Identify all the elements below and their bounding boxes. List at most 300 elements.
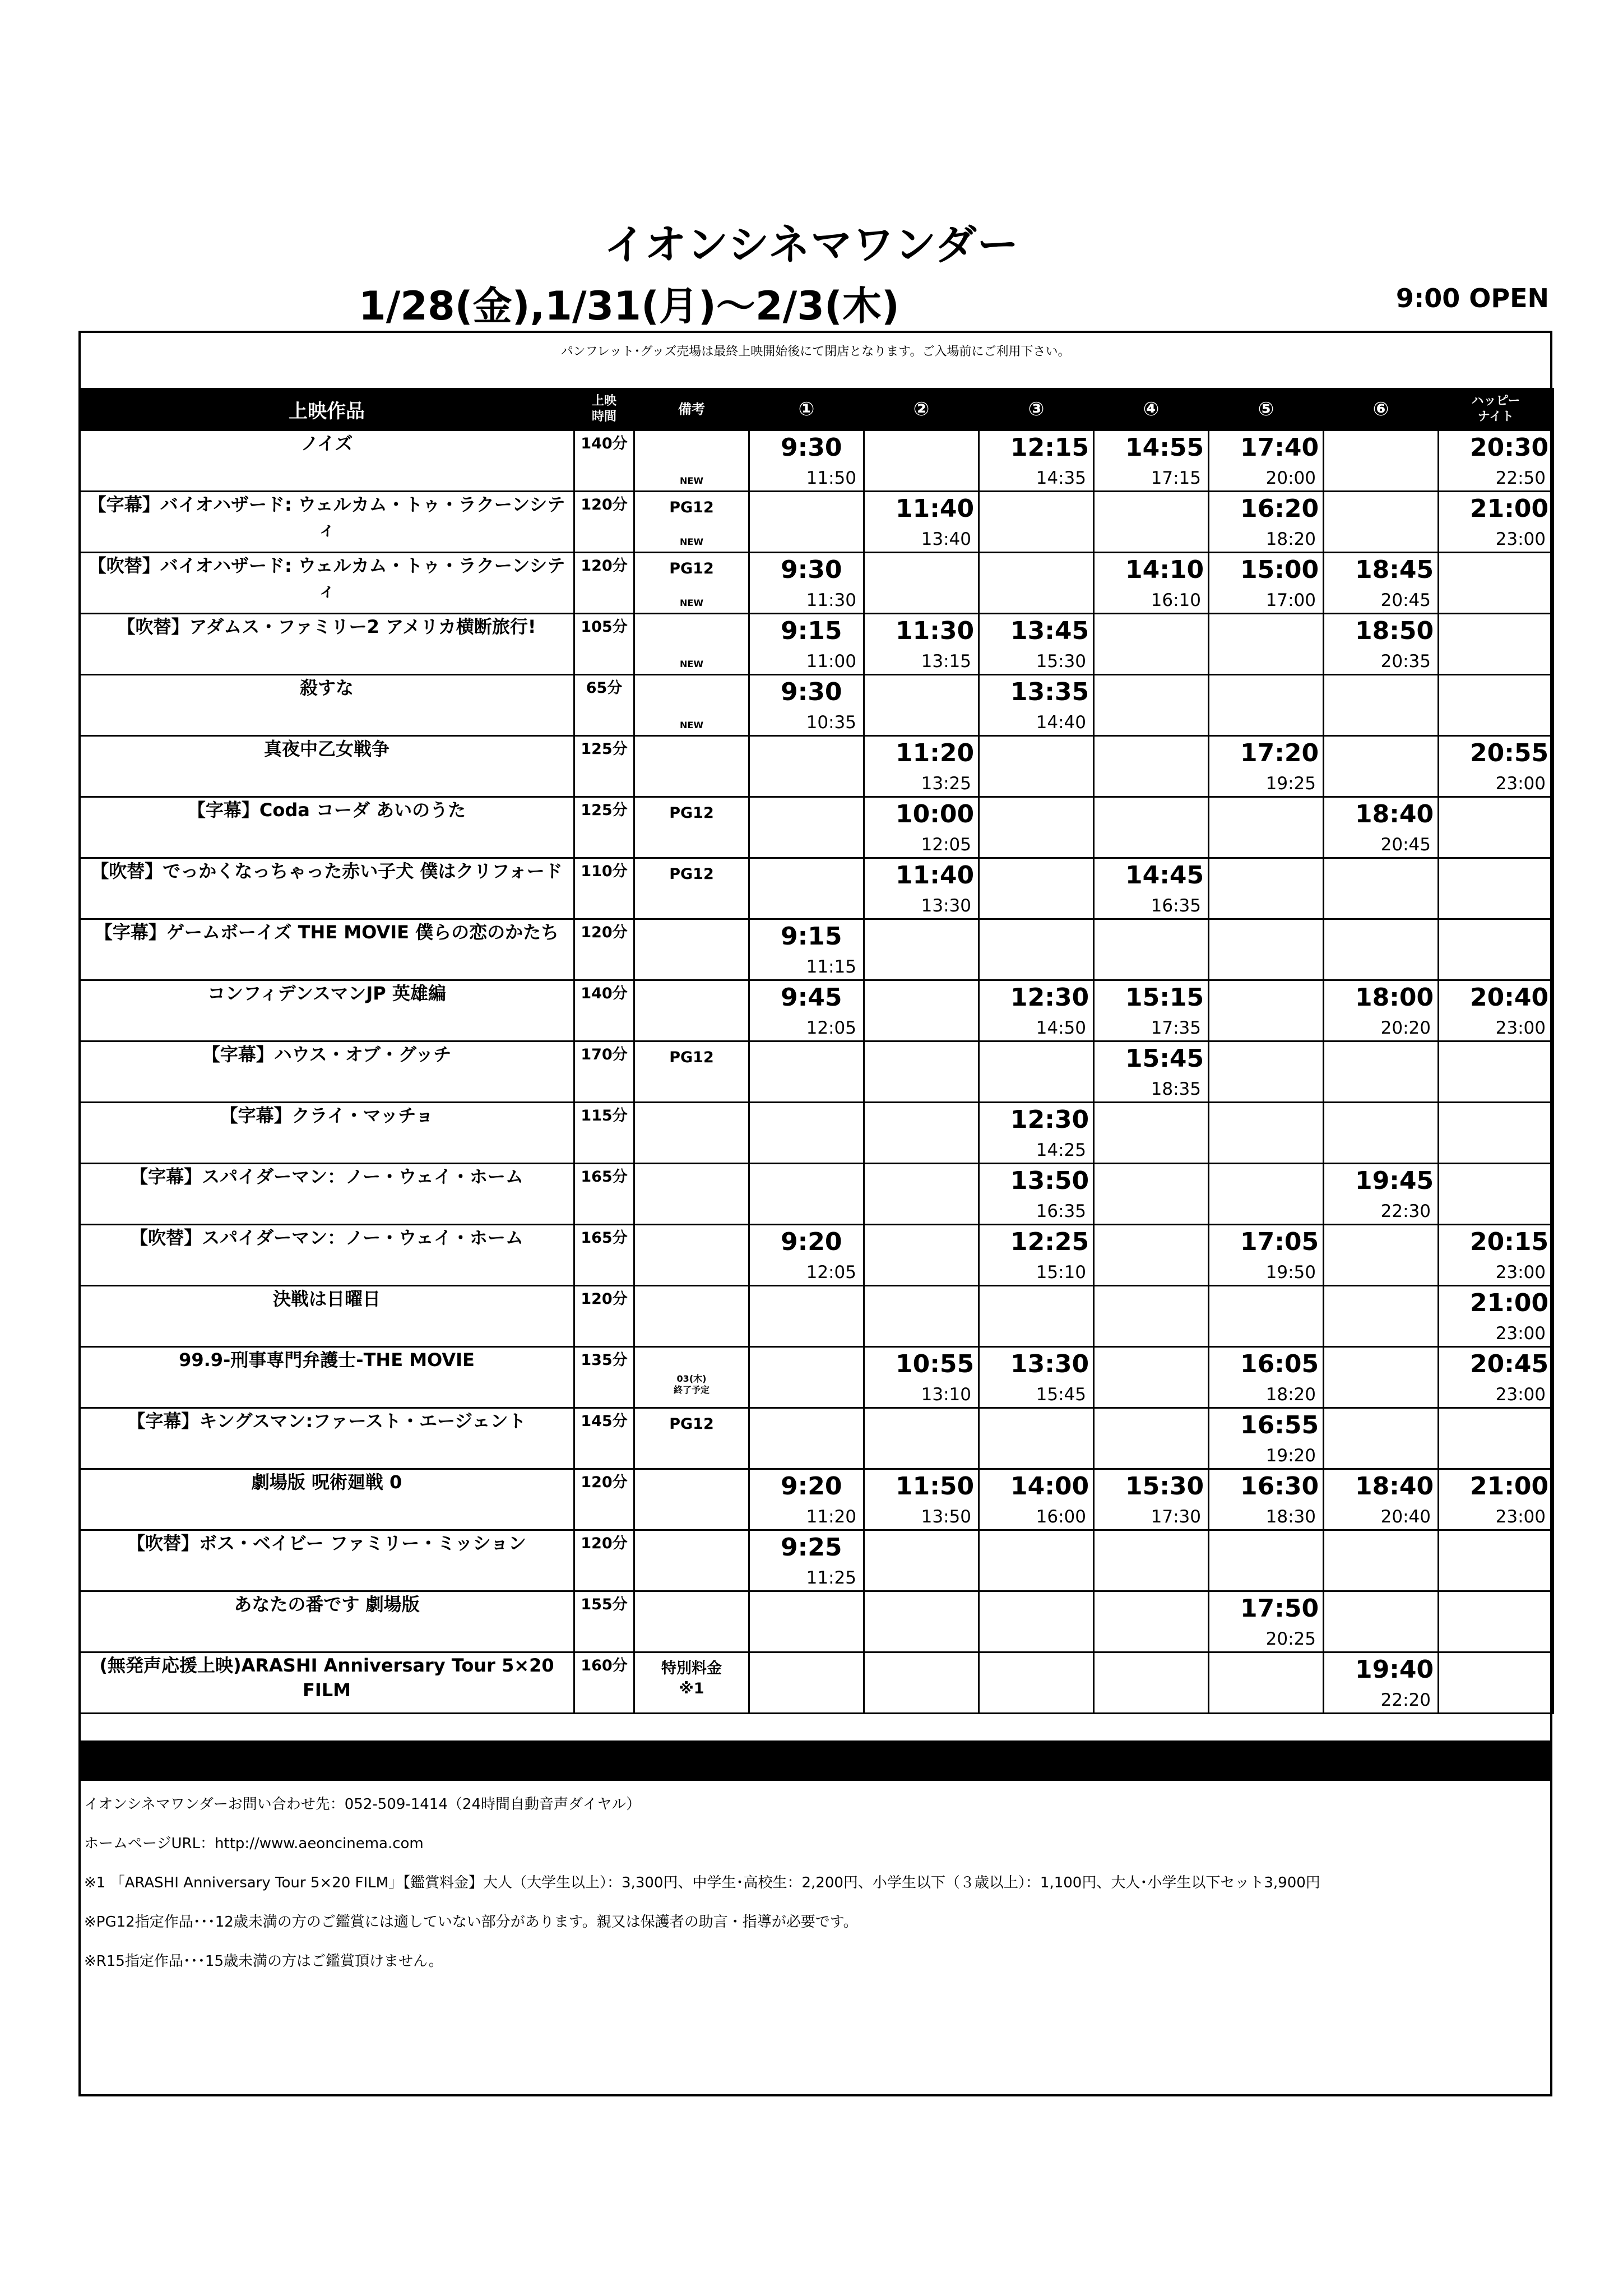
empty-slot [1439, 553, 1554, 614]
note-cell [634, 1469, 749, 1530]
empty-slot [1094, 1347, 1209, 1408]
empty-slot [979, 736, 1094, 797]
empty-slot [1439, 1041, 1554, 1103]
empty-slot [979, 797, 1094, 858]
empty-slot [864, 1041, 979, 1103]
start-time: 13:45 [1010, 617, 1089, 645]
rating-badge: PG12 [669, 1415, 714, 1433]
empty-slot [1094, 1225, 1209, 1286]
table-row [80, 1591, 1554, 1652]
end-time: 11:20 [806, 1507, 856, 1527]
end-time: 18:20 [1265, 1385, 1316, 1405]
running-time: 125分 [574, 797, 634, 858]
empty-slot [1324, 1225, 1439, 1286]
table-row [80, 980, 1554, 1041]
showtime-cell[interactable] [1094, 430, 1209, 492]
end-time: 16:10 [1151, 590, 1201, 610]
showtime-cell[interactable] [1439, 736, 1554, 797]
empty-slot [1209, 1164, 1324, 1225]
start-time: 21:00 [1470, 494, 1549, 523]
table-body [80, 430, 1554, 1714]
showtime-cell[interactable] [749, 553, 864, 614]
end-time: 16:35 [1151, 896, 1201, 916]
showtime-cell[interactable] [979, 614, 1094, 675]
end-date-note: 03(木) 終了予定 [673, 1373, 710, 1395]
running-time: 160分 [574, 1652, 634, 1714]
showtime-cell[interactable] [1094, 553, 1209, 614]
empty-slot [749, 1652, 864, 1714]
showtime-cell[interactable] [979, 1103, 1094, 1164]
note-cell [634, 1286, 749, 1347]
note-cell [634, 1225, 749, 1286]
showtime-cell[interactable] [1439, 1225, 1554, 1286]
start-time: 14:55 [1125, 433, 1204, 462]
start-time: 18:40 [1355, 1472, 1434, 1501]
table-row [80, 1469, 1554, 1530]
note-cell [634, 1591, 749, 1652]
end-time: 11:15 [806, 957, 856, 977]
note-cell [634, 1103, 749, 1164]
start-time: 10:00 [896, 800, 975, 828]
header-length: 上映 時間 [574, 388, 634, 430]
showtime-cell[interactable] [1209, 1408, 1324, 1469]
showtime-cell[interactable] [1324, 797, 1439, 858]
running-time: 120分 [574, 553, 634, 614]
empty-slot [1439, 919, 1554, 980]
empty-slot [1209, 858, 1324, 919]
end-time: 11:50 [806, 468, 856, 488]
showtime-cell[interactable] [1324, 1469, 1439, 1530]
showtime-cell[interactable] [864, 797, 979, 858]
end-time: 19:25 [1265, 774, 1316, 794]
empty-slot [979, 492, 1094, 553]
empty-slot [1094, 675, 1209, 736]
start-time: 11:40 [896, 494, 975, 523]
empty-slot [1324, 1591, 1439, 1652]
empty-slot [1094, 1652, 1209, 1714]
empty-slot [1439, 614, 1554, 675]
showtime-cell[interactable] [1324, 980, 1439, 1041]
end-time: 17:35 [1151, 1018, 1201, 1038]
start-time: 11:40 [896, 861, 975, 890]
running-time: 140分 [574, 430, 634, 492]
empty-slot [1094, 1408, 1209, 1469]
empty-slot [864, 1103, 979, 1164]
header-slot-2: ② [864, 388, 979, 430]
pg12-note: ※PG12指定作品･･･12歳未満の方のご鑑賞には適していない部分があります。親又は保護者の助言・指導が必要です。 [84, 1914, 858, 1931]
empty-slot [1324, 492, 1439, 553]
empty-slot [749, 1041, 864, 1103]
empty-slot [1324, 1530, 1439, 1591]
end-time: 14:25 [1036, 1140, 1086, 1160]
empty-slot [1209, 1530, 1324, 1591]
start-time: 9:30 [781, 678, 842, 706]
running-time: 165分 [574, 1164, 634, 1225]
movie-title: 【字幕】ハウス・オブ・グッチ [80, 1041, 574, 1103]
start-time: 15:45 [1125, 1044, 1204, 1073]
showtime-cell[interactable] [979, 1225, 1094, 1286]
empty-slot [864, 553, 979, 614]
end-time: 18:30 [1265, 1507, 1316, 1527]
end-time: 23:00 [1495, 774, 1546, 794]
movie-title: (無発声応援上映)ARASHI Anniversary Tour 5×20 FILM [80, 1652, 574, 1714]
empty-slot [1439, 797, 1554, 858]
end-time: 22:20 [1380, 1690, 1431, 1710]
empty-slot [1209, 1103, 1324, 1164]
showtime-cell[interactable] [1439, 980, 1554, 1041]
showtime-cell[interactable] [1439, 1347, 1554, 1408]
empty-slot [1324, 675, 1439, 736]
empty-slot [749, 797, 864, 858]
r15-note: ※R15指定作品･･･15歳未満の方はご鑑賞頂けません。 [84, 1953, 443, 1970]
table-row [80, 675, 1554, 736]
empty-slot [1439, 1408, 1554, 1469]
schedule-dates: 1/28(金),1/31(月)～2/3(木) [359, 283, 899, 329]
header-slot-5: ⑤ [1209, 388, 1324, 430]
empty-slot [1209, 614, 1324, 675]
empty-slot [1324, 1041, 1439, 1103]
end-time: 14:35 [1036, 468, 1086, 488]
showtime-cell[interactable] [864, 1347, 979, 1408]
showtime-cell[interactable] [1094, 858, 1209, 919]
movie-title: コンフィデンスマンJP 英雄編 [80, 980, 574, 1041]
empty-slot [1209, 675, 1324, 736]
running-time: 170分 [574, 1041, 634, 1103]
start-time: 9:15 [781, 617, 842, 645]
header-slot-4: ④ [1094, 388, 1209, 430]
empty-slot [1439, 675, 1554, 736]
movie-title: 決戦は日曜日 [80, 1286, 574, 1347]
empty-slot [1324, 1286, 1439, 1347]
end-time: 20:25 [1265, 1629, 1316, 1649]
showtime-cell[interactable] [1439, 430, 1554, 492]
showtime-cell[interactable] [979, 675, 1094, 736]
start-time: 11:30 [896, 617, 975, 645]
start-time: 16:05 [1240, 1350, 1319, 1378]
note-cell [634, 614, 749, 675]
showtime-cell[interactable] [1094, 980, 1209, 1041]
showtime-cell[interactable] [1094, 1469, 1209, 1530]
running-time: 115分 [574, 1103, 634, 1164]
open-time: 9:00 OPEN [1395, 283, 1549, 313]
showtime-cell[interactable] [864, 614, 979, 675]
empty-slot [864, 1591, 979, 1652]
showtime-cell[interactable] [749, 1225, 864, 1286]
empty-slot [979, 553, 1094, 614]
start-time: 13:50 [1010, 1166, 1089, 1195]
table-row [80, 1041, 1554, 1103]
start-time: 15:30 [1125, 1472, 1204, 1501]
showtime-cell[interactable] [864, 492, 979, 553]
showtime-cell[interactable] [1209, 736, 1324, 797]
end-time: 12:05 [921, 835, 971, 855]
start-time: 16:55 [1240, 1411, 1319, 1439]
table-row [80, 614, 1554, 675]
empty-slot [1094, 1591, 1209, 1652]
movie-title: 【吹替】ボス・ベイビー ファミリー・ミッション [80, 1530, 574, 1591]
empty-slot [1094, 1530, 1209, 1591]
movie-title: 【吹替】スパイダーマン：ノー・ウェイ・ホーム [80, 1225, 574, 1286]
rating-badge: PG12 [669, 560, 714, 577]
end-time: 23:00 [1495, 1385, 1546, 1405]
start-time: 15:15 [1125, 983, 1204, 1012]
header-happy-night: ハッピー ナイト [1439, 388, 1554, 430]
end-time: 22:50 [1495, 468, 1546, 488]
empty-slot [1324, 919, 1439, 980]
empty-slot [1094, 1103, 1209, 1164]
empty-slot [864, 1225, 979, 1286]
end-time: 13:25 [921, 774, 971, 794]
end-time: 11:25 [806, 1568, 856, 1588]
start-time: 21:00 [1470, 1472, 1549, 1501]
empty-slot [979, 1041, 1094, 1103]
showtime-table [78, 388, 1554, 1714]
empty-slot [749, 736, 864, 797]
showtime-cell[interactable] [1324, 553, 1439, 614]
start-time: 20:45 [1470, 1350, 1549, 1378]
end-time: 23:00 [1495, 529, 1546, 549]
empty-slot [864, 980, 979, 1041]
table-row [80, 858, 1554, 919]
empty-slot [749, 1408, 864, 1469]
showtime-cell[interactable] [749, 919, 864, 980]
running-time: 110分 [574, 858, 634, 919]
end-time: 22:30 [1380, 1201, 1431, 1221]
empty-slot [864, 1286, 979, 1347]
footer-divider-bar [78, 1740, 1552, 1781]
empty-slot [979, 1408, 1094, 1469]
movie-title: 99.9-刑事専門弁護士-THE MOVIE [80, 1347, 574, 1408]
empty-slot [864, 430, 979, 492]
rating-badge: PG12 [669, 499, 714, 516]
showtime-cell[interactable] [1439, 492, 1554, 553]
start-time: 12:15 [1010, 433, 1089, 462]
end-time: 18:35 [1151, 1079, 1201, 1099]
empty-slot [1439, 1530, 1554, 1591]
showtime-cell[interactable] [749, 980, 864, 1041]
showtime-cell[interactable] [1094, 1041, 1209, 1103]
empty-slot [1094, 1286, 1209, 1347]
note-cell [634, 1652, 749, 1714]
end-time: 17:30 [1151, 1507, 1201, 1527]
empty-slot [979, 1530, 1094, 1591]
showtime-cell[interactable] [864, 1469, 979, 1530]
running-time: 65分 [574, 675, 634, 736]
start-time: 18:45 [1355, 556, 1434, 584]
start-time: 15:00 [1240, 556, 1319, 584]
showtime-cell[interactable] [864, 858, 979, 919]
empty-slot [1439, 858, 1554, 919]
note-cell [634, 430, 749, 492]
start-time: 17:40 [1240, 433, 1319, 462]
table-row [80, 797, 1554, 858]
empty-slot [1209, 919, 1324, 980]
empty-slot [749, 858, 864, 919]
empty-slot [749, 492, 864, 553]
note-cell [634, 553, 749, 614]
table-header-row [80, 388, 1554, 430]
end-time: 13:30 [921, 896, 971, 916]
empty-slot [749, 1103, 864, 1164]
new-badge: NEW [680, 720, 703, 730]
empty-slot [1439, 1103, 1554, 1164]
empty-slot [864, 919, 979, 980]
running-time: 140分 [574, 980, 634, 1041]
showtime-cell[interactable] [979, 430, 1094, 492]
empty-slot [1324, 1408, 1439, 1469]
running-time: 120分 [574, 492, 634, 553]
movie-title: 【字幕】ゲームボーイズ THE MOVIE 僕らの恋のかたち [80, 919, 574, 980]
empty-slot [1094, 797, 1209, 858]
start-time: 12:30 [1010, 983, 1089, 1012]
note-cell [634, 797, 749, 858]
note-cell [634, 1530, 749, 1591]
end-time: 23:00 [1495, 1323, 1546, 1344]
empty-slot [979, 858, 1094, 919]
table-row [80, 1652, 1554, 1714]
start-time: 9:30 [781, 433, 842, 462]
empty-slot [1094, 736, 1209, 797]
end-time: 20:40 [1380, 1507, 1431, 1527]
start-time: 14:45 [1125, 861, 1204, 890]
showtime-cell[interactable] [1209, 1469, 1324, 1530]
note-cell [634, 1408, 749, 1469]
movie-title: あなたの番です 劇場版 [80, 1591, 574, 1652]
movie-title: 【吹替】バイオハザード: ウェルカム・トゥ・ラクーンシティ [80, 553, 574, 614]
start-time: 9:20 [781, 1228, 842, 1256]
end-time: 13:10 [921, 1385, 971, 1405]
new-badge: NEW [680, 536, 703, 547]
showtime-cell[interactable] [1439, 1469, 1554, 1530]
running-time: 120分 [574, 1286, 634, 1347]
end-time: 19:50 [1265, 1262, 1316, 1283]
empty-slot [1324, 1103, 1439, 1164]
movie-title: 真夜中乙女戦争 [80, 736, 574, 797]
running-time: 120分 [574, 1469, 634, 1530]
start-time: 14:00 [1010, 1472, 1089, 1501]
note-cell [634, 675, 749, 736]
showtime-cell[interactable] [1209, 1225, 1324, 1286]
empty-slot [1439, 1591, 1554, 1652]
start-time: 13:35 [1010, 678, 1089, 706]
note-cell [634, 1164, 749, 1225]
showtime-cell[interactable] [979, 1164, 1094, 1225]
start-time: 21:00 [1470, 1289, 1549, 1317]
note-cell [634, 919, 749, 980]
start-time: 9:25 [781, 1533, 842, 1562]
table-row [80, 1408, 1554, 1469]
showtime-cell[interactable] [1324, 614, 1439, 675]
showtime-cell[interactable] [1209, 1591, 1324, 1652]
showtime-cell[interactable] [1324, 1652, 1439, 1714]
showtime-cell[interactable] [979, 980, 1094, 1041]
table-row [80, 1286, 1554, 1347]
empty-slot [749, 1347, 864, 1408]
table-row [80, 919, 1554, 980]
table-row [80, 492, 1554, 553]
start-time: 16:30 [1240, 1472, 1319, 1501]
movie-title: 【吹替】アダムス・ファミリー2 アメリカ横断旅行! [80, 614, 574, 675]
running-time: 155分 [574, 1591, 634, 1652]
showtime-cell[interactable] [749, 1469, 864, 1530]
showtime-cell[interactable] [979, 1469, 1094, 1530]
note-cell [634, 736, 749, 797]
showtime-cell[interactable] [749, 675, 864, 736]
showtime-cell[interactable] [1209, 492, 1324, 553]
showtime-cell[interactable] [979, 1347, 1094, 1408]
showtime-cell[interactable] [1324, 1164, 1439, 1225]
showtime-cell[interactable] [1209, 553, 1324, 614]
start-time: 13:30 [1010, 1350, 1089, 1378]
end-time: 16:35 [1036, 1201, 1086, 1221]
empty-slot [979, 919, 1094, 980]
end-time: 15:30 [1036, 651, 1086, 672]
end-time: 17:15 [1151, 468, 1201, 488]
theater-title: イオンシネマワンダー [604, 221, 1019, 269]
empty-slot [1439, 1164, 1554, 1225]
note-cell [634, 1347, 749, 1408]
showtime-cell[interactable] [749, 614, 864, 675]
empty-slot [864, 1652, 979, 1714]
empty-slot [1324, 858, 1439, 919]
end-time: 20:00 [1265, 468, 1316, 488]
end-time: 10:35 [806, 712, 856, 733]
showtime-cell[interactable] [1439, 1286, 1554, 1347]
empty-slot [1094, 1164, 1209, 1225]
showtime-cell[interactable] [864, 736, 979, 797]
start-time: 18:00 [1355, 983, 1434, 1012]
start-time: 20:55 [1470, 739, 1549, 767]
end-time: 13:50 [921, 1507, 971, 1527]
table-row [80, 553, 1554, 614]
empty-slot [1209, 1652, 1324, 1714]
empty-slot [979, 1591, 1094, 1652]
end-time: 12:05 [806, 1262, 856, 1283]
rating-badge: PG12 [669, 1049, 714, 1066]
showtime-cell[interactable] [749, 1530, 864, 1591]
showtime-cell[interactable] [1209, 430, 1324, 492]
empty-slot [979, 1652, 1094, 1714]
empty-slot [749, 1164, 864, 1225]
running-time: 120分 [574, 1530, 634, 1591]
end-time: 15:10 [1036, 1262, 1086, 1283]
end-time: 20:45 [1380, 590, 1431, 610]
table-row [80, 1530, 1554, 1591]
start-time: 16:20 [1240, 494, 1319, 523]
start-time: 9:45 [781, 983, 842, 1012]
start-time: 9:20 [781, 1472, 842, 1501]
end-time: 17:00 [1265, 590, 1316, 610]
start-time: 12:25 [1010, 1228, 1089, 1256]
start-time: 18:40 [1355, 800, 1434, 828]
end-time: 19:20 [1265, 1446, 1316, 1466]
header-note: 備考 [634, 388, 749, 430]
start-time: 18:50 [1355, 617, 1434, 645]
end-time: 13:15 [921, 651, 971, 672]
empty-slot [1324, 736, 1439, 797]
empty-slot [1209, 797, 1324, 858]
table-row [80, 1164, 1554, 1225]
empty-slot [864, 1530, 979, 1591]
start-time: 19:40 [1355, 1655, 1434, 1684]
end-time: 20:35 [1380, 651, 1431, 672]
movie-title: 【字幕】Coda コーダ あいのうた [80, 797, 574, 858]
header-slot-1: ① [749, 388, 864, 430]
showtime-cell[interactable] [1209, 1347, 1324, 1408]
note-cell [634, 1041, 749, 1103]
end-time: 20:45 [1380, 835, 1431, 855]
showtime-cell[interactable] [749, 430, 864, 492]
